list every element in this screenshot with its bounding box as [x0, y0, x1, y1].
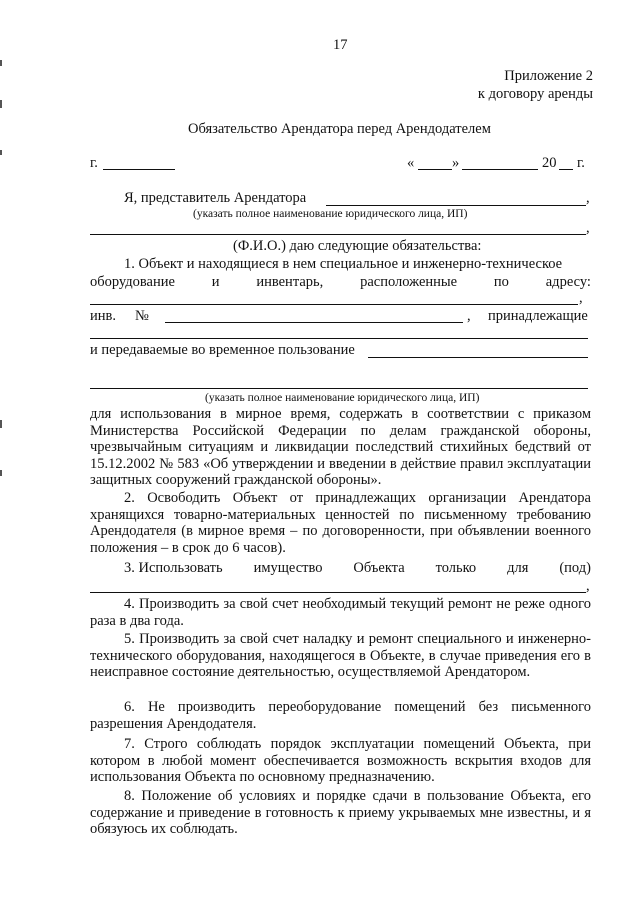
item7: 7. Строго соблюдать порядок эксплуатации помещений Объекта, при котором в любой момент обеспечивается возможность вскрытия входов для использования Объекта по основному предназначению. [90, 736, 591, 786]
date-open-quote: « [407, 155, 415, 171]
comma: , [579, 290, 583, 306]
document-title: Обязательство Арендатора перед Арендодателем [188, 121, 491, 137]
hint-legal-name: (указать полное наименование юридического лица, ИП) [193, 208, 468, 220]
item1-body: для использования в мирное время, содержать в соответствии с приказом Министерства Российской Федерации по делам гражданской обороны, чрезвычайным ситуациям и ликвидации последствий стихийных бедствий от 15.12.2002 № 583 «Об утверждении и введении в действие правил эксплуатации защитных сооружений гражданской обороны». [90, 406, 591, 489]
comma: , [467, 308, 471, 324]
inventory-number-blank [165, 322, 463, 323]
item4: 4. Производить за свой счет необходимый текущий ремонт не реже одного раза в два года. [90, 596, 591, 629]
temporary-use-label: и передаваемые во временное пользование [90, 342, 355, 358]
hint-legal-name: (указать полное наименование юридического лица, ИП) [205, 392, 480, 404]
date-day-blank [418, 169, 452, 170]
margin-mark [0, 470, 2, 476]
word: для [507, 560, 529, 576]
belonging-label: принадлежащие [488, 308, 588, 324]
word: и [211, 274, 220, 290]
word: по [493, 274, 509, 290]
appendix-line-2: к договору аренды [477, 86, 593, 102]
margin-mark [0, 100, 2, 108]
word: Объекта [353, 560, 405, 576]
item6: 6. Не производить переоборудование помещений без письменного разрешения Арендодателя. [90, 699, 591, 732]
word: имущество [253, 560, 323, 576]
name-blank-continued [90, 234, 586, 235]
word: оборудование [90, 274, 175, 290]
item5: 5. Производить за свой счет наладку и ремонт специального и инженерно-технического оборудования, находящегося в Объекте, в случае приведения его в неисправное состояние деятельностью, осуществляемой Арендатором. [90, 631, 591, 681]
item3-purpose-blank [90, 592, 586, 593]
owner-blank [90, 338, 588, 339]
comma: , [586, 190, 590, 206]
margin-mark [0, 60, 2, 66]
margin-mark [0, 420, 2, 428]
representative-blank [326, 205, 586, 206]
word: 3. Использовать [124, 560, 223, 576]
city-label: г. [90, 155, 98, 171]
word: только [435, 560, 477, 576]
address-blank [90, 304, 578, 305]
margin-mark [0, 150, 2, 155]
representative-label: Я, представитель Арендатора [124, 190, 307, 206]
item2: 2. Освободить Объект от принадлежащих организации Арендатора хранящихся товарно-материальных ценностей по письменному требованию Арендодателя (в мирное время – по договоренности, при объявлении военного положения – в срок до 6 часов). [90, 490, 591, 556]
item3-line [124, 560, 591, 577]
date-month-blank [462, 169, 538, 170]
year-suffix: г. [577, 155, 585, 171]
item1-line1: 1. Объект и находящиеся в нем специальное и инженерно-техническое [124, 256, 563, 272]
comma: , [586, 220, 590, 236]
fio-line: (Ф.И.О.) даю следующие обязательства: [233, 238, 482, 254]
temporary-use-blank [368, 357, 588, 358]
inv-label: инв. [90, 308, 116, 324]
date-close-quote: » [452, 155, 460, 171]
comma: , [586, 578, 590, 594]
word: адресу: [545, 274, 591, 290]
item8: 8. Положение об условиях и порядке сдачи в пользование Объекта, его содержание и приведение в готовность к приему укрываемых мне известны, и я обязуюсь их соблюдать. [90, 788, 591, 838]
word: расположенные [360, 274, 458, 290]
city-blank [103, 169, 175, 170]
appendix-line-1: Приложение 2 [504, 68, 593, 84]
page-number: 17 [333, 37, 348, 53]
word: инвентарь, [256, 274, 324, 290]
number-label: № [135, 308, 149, 324]
lessee-name-blank [90, 388, 588, 389]
year-blank [559, 169, 573, 170]
word: (под) [559, 560, 591, 576]
year-prefix: 20 [542, 155, 557, 171]
item1-line2 [90, 274, 591, 291]
